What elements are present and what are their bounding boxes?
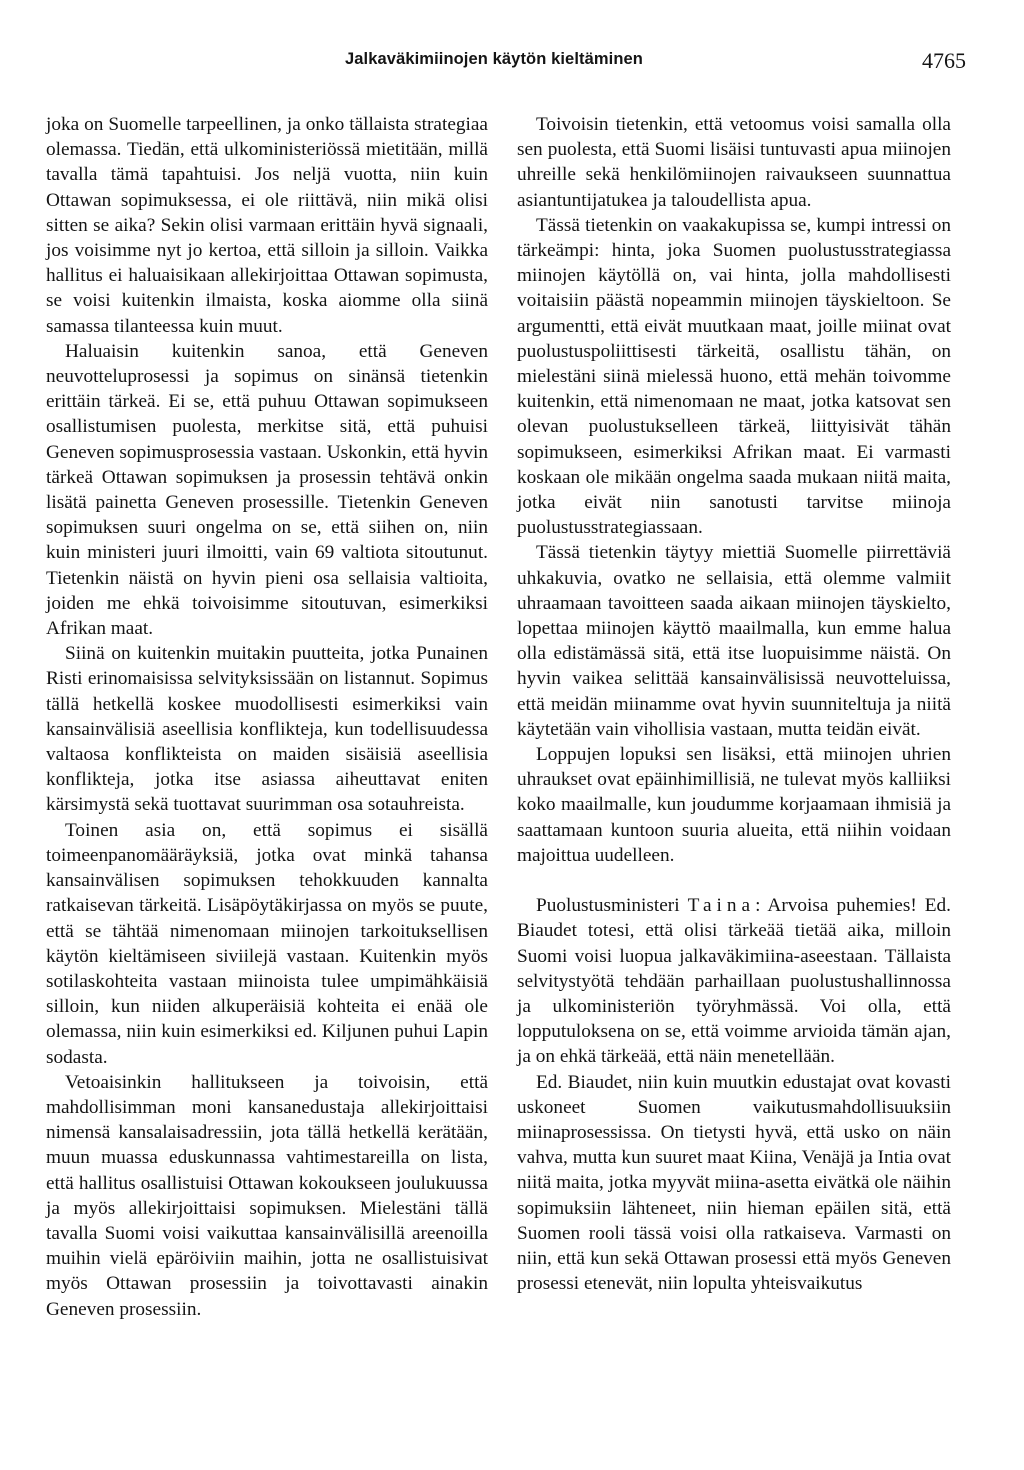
right-column (517, 112, 951, 1296)
paragraph: Tässä tietenkin on vaakakupissa se, kumpi intressi on tärkeämpi: hinta, joka Suomen puolustusstrategiassa miinojen käytöllä on, vai hinta, jolla mahdollisesti voitaisiin päästä nopeammin miinojen täyskieltoon. Se argumentti, että eivät muutkaan maat, joille miinat ovat puolustuspoliittisesti tärkeitä, osallistu tähän, on mielestäni siinä mielessä huono, että mehän toivomme kuitenkin, että nimenomaan ne maat, jotka katsovat sen olevan puolustukselleen tärkeä, liittyisivät tähän sopimukseen, esimerkiksi Afrikan maat. Ei varmasti koskaan ole mikään ongelma saada mukaan niitä maita, jotka eivät niin sanotusti tarvitse miinoja puolustusstrategiassaan. (517, 214, 951, 539)
page-header (0, 50, 1024, 80)
paragraph: Haluaisin kuitenkin sanoa, että Geneven neuvotteluprosessi ja sopimus on sinänsä tietenkin erittäin tärkeä. Ei se, että puhuu Ottawan sopimukseen osallistumisen puolesta, merkitse sitä, että puhuisi Geneven sopimusprosessia vastaan. Uskonkin, että hyvin tärkeä Ottawan sopimuksen ja prosessin tehtävä onkin lisätä painetta Geneven prosessille. Tietenkin Geneven sopimuksen suuri ongelma on se, että siihen on, niin kuin ministeri juuri ilmoitti, vain 69 valtiota sitoutunut. Tietenkin näistä on hyvin pieni osa sellaisia valtioita, joiden me ehkä toivoisimme sitoutuvan, esimerkiksi Afrikan maat. (46, 340, 488, 640)
running-title: Jalkaväkimiinojen käytön kieltäminen (345, 50, 643, 68)
paragraph: Toivoisin tietenkin, että vetoomus voisi samalla olla sen puolesta, että Suomi lisäisi tuntuvasti apua miinojen uhreille sekä henkilömiinojen raivaukseen suunnattua asiantuntijatukea ja taloudellista apua. (517, 114, 951, 211)
speaker-role: Puolustusministeri (536, 895, 680, 917)
speech-text: : Arvoisa puhemies! Ed. Biaudet totesi, että olisi tärkeää tietää aika, milloin Suomi voisi luopua jalkaväkimiina-aseestaan. Tällaista selvitystyötä tehdään parhaillaan puolustushallinnossa ja ulkoministeriön työryhmässä. Voi olla, että lopputuloksena on se, että voimme arvioida tämän ajan, ja on ehkä tärkeää, että näin menetellään. (517, 895, 951, 1068)
paragraph: Siinä on kuitenkin muitakin puutteita, jotka Punainen Risti erinomaisissa selvityksissään on listannut. Sopimus tällä hetkellä koskee muodollisesti esimerkiksi vain kansainvälisiä aseellisia konflikteja, kun todellisuudessa valtaosa konflikteista on maiden sisäisiä aseellisia konflikteja, jotka itse asiassa aiheuttavat eniten kärsimystä sekä tuottavat suurimman osa sotauhreista. (46, 643, 488, 816)
section-gap (517, 868, 951, 893)
speech-opening (517, 893, 951, 1069)
paragraph: Loppujen lopuksi sen lisäksi, että miinojen uhrien uhraukset ovat epäinhimillisiä, ne tulevat myös kalliiksi koko maailmalle, kun joudumme korjaamaan ihmisiä ja saattamaan kuntoon suuria alueita, että niihin voidaan majoittua uudelleen. (517, 744, 951, 866)
paragraph: Vetoaisinkin hallitukseen ja toivoisin, että mahdollisimman moni kansanedustaja allekirjoittaisi nimensä kansalaisadressiin, jota tällä hetkellä kerätään, muun muassa eduskunnassa vahtimestareilla on lista, että hallitus osallistuisi Ottawan kokoukseen joulukuussa ja myös allekirjoittaisi sopimuksen. Mielestäni tällä tavalla Suomi voisi vaikuttaa kansainvälisillä areenoilla muihin vielä epäröiviin maihin, jotta ne osallistuisivat myös Ottawan prosessiin ja toivottavasti ainakin Geneven prosessiin. (46, 1071, 488, 1320)
paragraph: Tässä tietenkin täytyy miettiä Suomelle piirrettäviä uhkakuvia, ovatko ne sellaisia, että olemme valmiit uhraamaan tavoitteen saada aikaan miinojen täyskielto, lopettaa miinojen käyttö maailmalla, kun emme halua olla edistämässä sitä, että itse luopuisimme näistä. On hyvin vaikea selittää kansainvälisissä neuvotteluissa, että meidän miinamme ovat hyvin suunniteltuja ja niitä käytetään vain vihollisia vastaan, mutta teidän eivät. (517, 542, 951, 740)
paragraph: Toinen asia on, että sopimus ei sisällä toimeenpanomääräyksiä, jotka ovat minkä tahansa kansainvälisen sopimuksen tehokkuuden kannalta ratkaisevan tärkeitä. Lisäpöytäkirjassa on myös se puute, että se tähtää nimenomaan miinojen tarkoituksellisen käytön kieltämiseen siviilejä vastaan. Kuitenkin myös sotilaskohteita vastaan miinoista tulee umpimähkäisiä silloin, kun niiden alkuperäisiä kohteita ei enää ole olemassa, niin kuin esimerkiksi ed. Kiljunen puhui Lapin sodasta. (46, 819, 488, 1068)
paragraph: Ed. Biaudet, niin kuin muutkin edustajat ovat kovasti uskoneet Suomen vaikutusmahdollisuuksiin miinaprosessissa. On tietysti hyvä, että usko on näin vahva, mutta kun suuret maat Kiina, Venäjä ja Intia ovat niitä maita, jotka myyvät miina-asetta eivätkä ole näihin sopimuksiin lähteneet, niin hieman epäilen sitä, että Suomen rooli tässä voisi olla ratkaiseva. Varmasti on niin, että kun sekä Ottawan prosessi että myös Geneven prosessi etenevät, niin lopulta yhteisvaikutus (517, 1071, 951, 1295)
paragraph: joka on Suomelle tarpeellinen, ja onko tällaista strategiaa olemassa. Tiedän, että ulkoministeriössä mietitään, millä tavalla tämä tapahtuisi. Jos neljä vuotta, niin kuin Ottawan sopimuksessa, ei ole riittävä, niin mikä olisi sitten se aika? Sekin olisi varmaan erittäin hyvä signaali, jos voisimme nyt jo kertoa, että silloin ja silloin. Vaikka hallitus ei haluaisikaan allekirjoittaa Ottawan sopimusta, se voisi kuitenkin ilmaista, koska aiomme olla siinä samassa tilanteessa kuin muut. (46, 114, 488, 337)
left-column (46, 112, 488, 1322)
page-number: 4765 (922, 48, 966, 73)
speaker-name: Taina (687, 895, 756, 917)
